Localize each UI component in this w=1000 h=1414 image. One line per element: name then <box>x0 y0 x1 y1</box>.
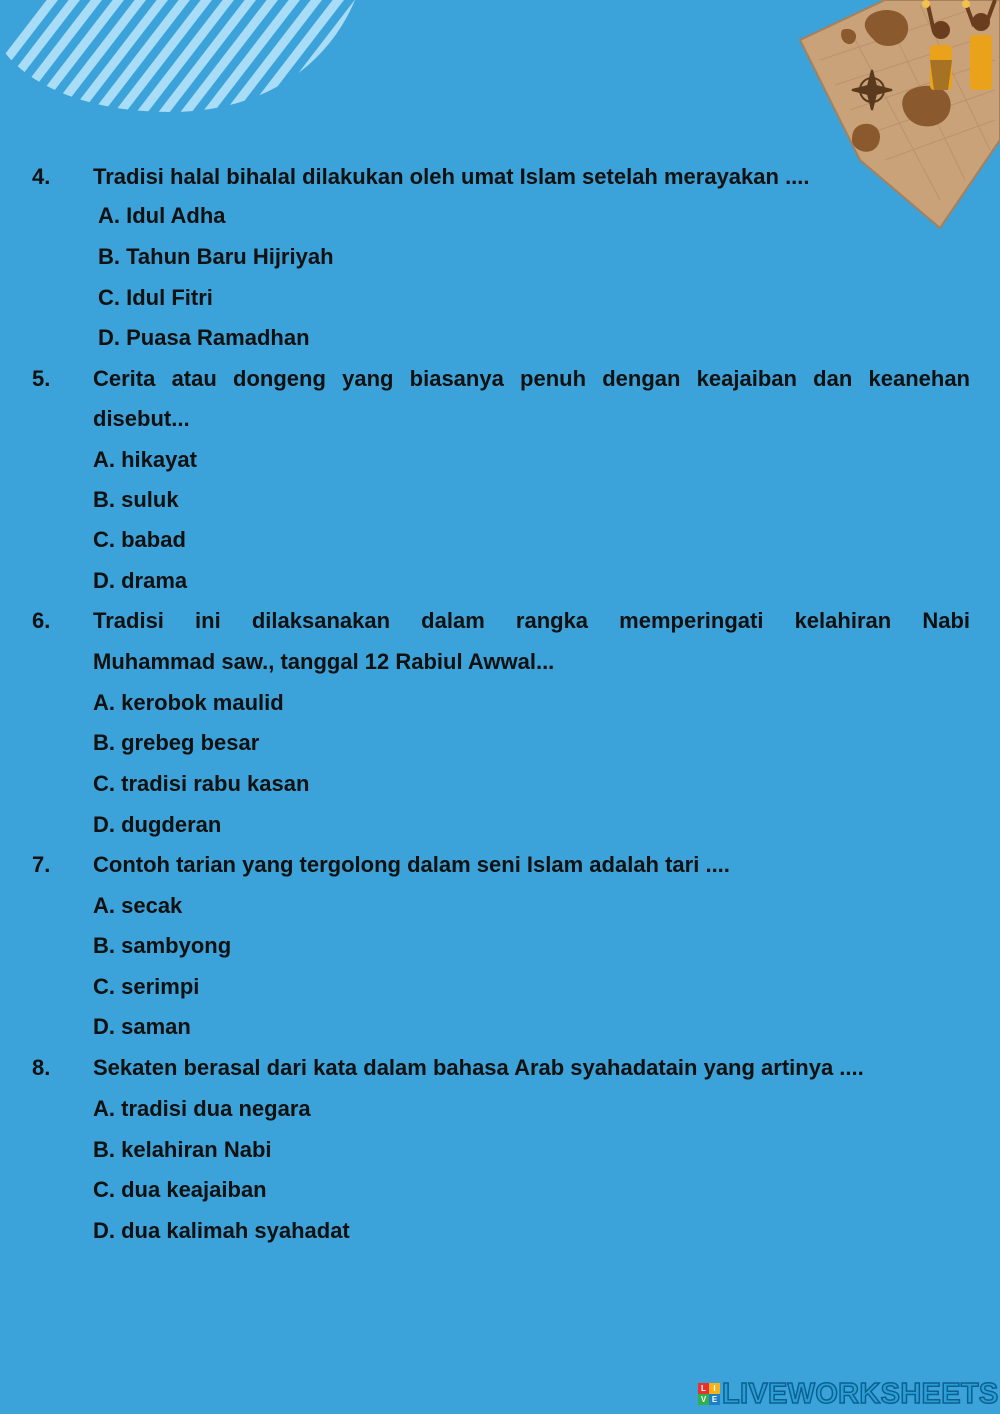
answer-option[interactable]: A. Idul Adha <box>98 203 226 228</box>
logo-mark-letter: I <box>709 1383 720 1394</box>
answer-option[interactable]: A. kerobok maulid <box>93 690 284 715</box>
answer-option[interactable]: D. dua kalimah syahadat <box>93 1218 350 1243</box>
answer-option[interactable]: B. kelahiran Nabi <box>93 1137 272 1162</box>
answer-option[interactable]: D. dugderan <box>93 812 222 837</box>
question-number: 6. <box>32 608 51 633</box>
answer-option[interactable]: C. Idul Fitri <box>98 285 213 310</box>
question-text: Sekaten berasal dari kata dalam bahasa Arab syahadatain yang artinya .... <box>93 1055 864 1080</box>
question-text-line-1: Tradisi ini dilaksanakan dalam rangka memperingati kelahiran Nabi <box>93 608 970 633</box>
question-text: Tradisi halal bihalal dilakukan oleh umat Islam setelah merayakan .... <box>93 164 810 189</box>
logo-text: LIVEWORKSHEETS <box>722 1377 999 1410</box>
question-text-line-2: disebut... <box>93 406 190 431</box>
question-number: 4. <box>32 164 51 189</box>
answer-option[interactable]: B. suluk <box>93 487 179 512</box>
question-text-line-2: Muhammad saw., tanggal 12 Rabiul Awwal... <box>93 649 555 674</box>
answer-option[interactable]: B. sambyong <box>93 933 232 958</box>
logo-mark-letter: V <box>698 1394 709 1405</box>
question-number: 8. <box>32 1055 51 1080</box>
answer-option[interactable]: A. secak <box>93 893 183 918</box>
answer-option[interactable]: D. Puasa Ramadhan <box>98 325 310 350</box>
answer-option[interactable]: D. saman <box>93 1014 191 1039</box>
answer-option[interactable]: A. tradisi dua negara <box>93 1096 311 1121</box>
question-text-line-1: Cerita atau dongeng yang biasanya penuh dengan keajaiban dan keanehan <box>93 366 970 391</box>
striped-corner-decoration <box>0 0 360 115</box>
logo-mark-letter: L <box>698 1383 709 1394</box>
liveworksheets-logo[interactable] <box>698 1378 999 1410</box>
question-number: 7. <box>32 852 51 877</box>
question-text: Contoh tarian yang tergolong dalam seni Islam adalah tari .... <box>93 852 730 877</box>
answer-option[interactable]: B. Tahun Baru Hijriyah <box>98 244 334 269</box>
answer-option[interactable]: C. babad <box>93 527 186 552</box>
answer-option[interactable]: B. grebeg besar <box>93 730 260 755</box>
liveworksheets-logo-icon <box>698 1383 720 1405</box>
treasure-map-illustration <box>790 0 1000 230</box>
answer-option[interactable]: C. tradisi rabu kasan <box>93 771 310 796</box>
answer-option[interactable]: A. hikayat <box>93 447 197 472</box>
logo-mark-letter: E <box>709 1394 720 1405</box>
answer-option[interactable]: D. drama <box>93 568 188 593</box>
question-number: 5. <box>32 366 51 391</box>
answer-option[interactable]: C. dua keajaiban <box>93 1177 267 1202</box>
answer-option[interactable]: C. serimpi <box>93 974 200 999</box>
